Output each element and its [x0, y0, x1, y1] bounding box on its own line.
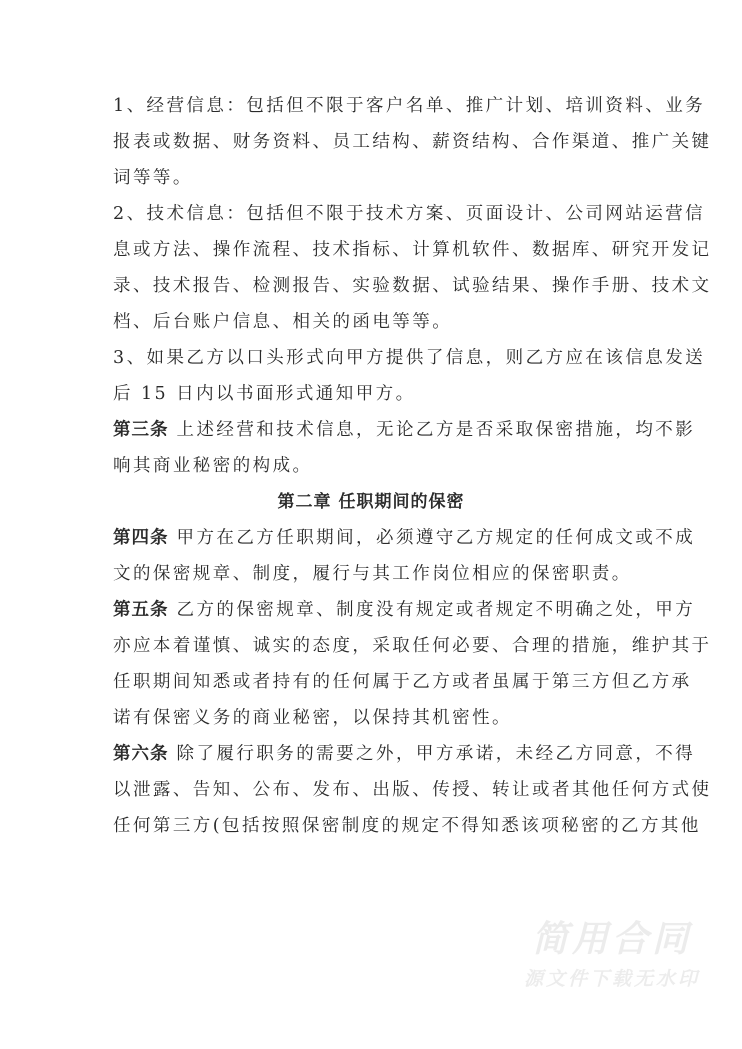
text-line: 3、如果乙方以口头形式向甲方提供了信息，则乙方应在该信息发送 — [113, 348, 706, 368]
text-line: 任何第三方(包括按照保密制度的规定不得知悉该项秘密的乙方其他 — [113, 816, 701, 836]
item-oral-info — [113, 340, 706, 412]
text-line: 词等等。 — [113, 168, 193, 188]
article-label: 第三条 — [113, 420, 169, 440]
watermark-slogan: 源文件下载无水印 — [523, 968, 700, 990]
text-line: 诺有保密义务的商业秘密，以保持其机密性。 — [113, 708, 512, 728]
text-line: 除了履行职务的需要之外，甲方承诺，未经乙方同意，不得 — [168, 744, 696, 764]
article-5 — [113, 592, 712, 736]
text-line: 乙方的保密规章、制度没有规定或者规定不明确之处，甲方 — [168, 600, 696, 620]
item-technical-info — [113, 196, 712, 340]
text-line: 任职期间知悉或者持有的任何属于乙方或者虽属于第三方但乙方承 — [113, 672, 692, 692]
text-line: 档、后台账户信息、相关的函电等等。 — [113, 312, 453, 332]
article-4 — [113, 520, 696, 592]
text-line: 2、技术信息：包括但不限于技术方案、页面设计、公司网站运营信 — [113, 204, 706, 224]
watermark — [512, 918, 712, 994]
text-line: 1、经营信息：包括但不限于客户名单、推广计划、培训资料、业务 — [113, 96, 706, 116]
text-line: 以泄露、告知、公布、发布、出版、传授、转让或者其他任何方式使 — [113, 780, 712, 800]
text-line: 录、技术报告、检测报告、实验数据、试验结果、操作手册、技术文 — [113, 276, 712, 296]
document-page — [113, 88, 712, 844]
text-line: 上述经营和技术信息，无论乙方是否采取保密措施，均不影 — [168, 420, 696, 440]
chapter-heading: 第二章 任职期间的保密 — [277, 492, 465, 512]
watermark-brand: 简用合同 — [531, 919, 692, 960]
text-line: 响其商业秘密的构成。 — [113, 456, 313, 476]
text-line: 后 15 日内以书面形式通知甲方。 — [113, 384, 416, 404]
article-label: 第六条 — [113, 744, 169, 764]
article-label: 第四条 — [113, 528, 169, 548]
article-label: 第五条 — [113, 600, 169, 620]
text-line: 报表或数据、财务资料、员工结构、薪资结构、合作渠道、推广关键 — [113, 132, 712, 152]
text-line: 甲方在乙方任职期间，必须遵守乙方规定的任何成文或不成 — [168, 528, 696, 548]
text-line: 亦应本着谨慎、诚实的态度，采取任何必要、合理的措施，维护其于 — [113, 636, 712, 656]
item-business-info — [113, 88, 712, 196]
article-6 — [113, 736, 712, 844]
article-3 — [113, 412, 696, 484]
text-line: 息或方法、操作流程、技术指标、计算机软件、数据库、研究开发记 — [113, 240, 712, 260]
text-line: 文的保密规章、制度，履行与其工作岗位相应的保密职责。 — [113, 564, 632, 584]
